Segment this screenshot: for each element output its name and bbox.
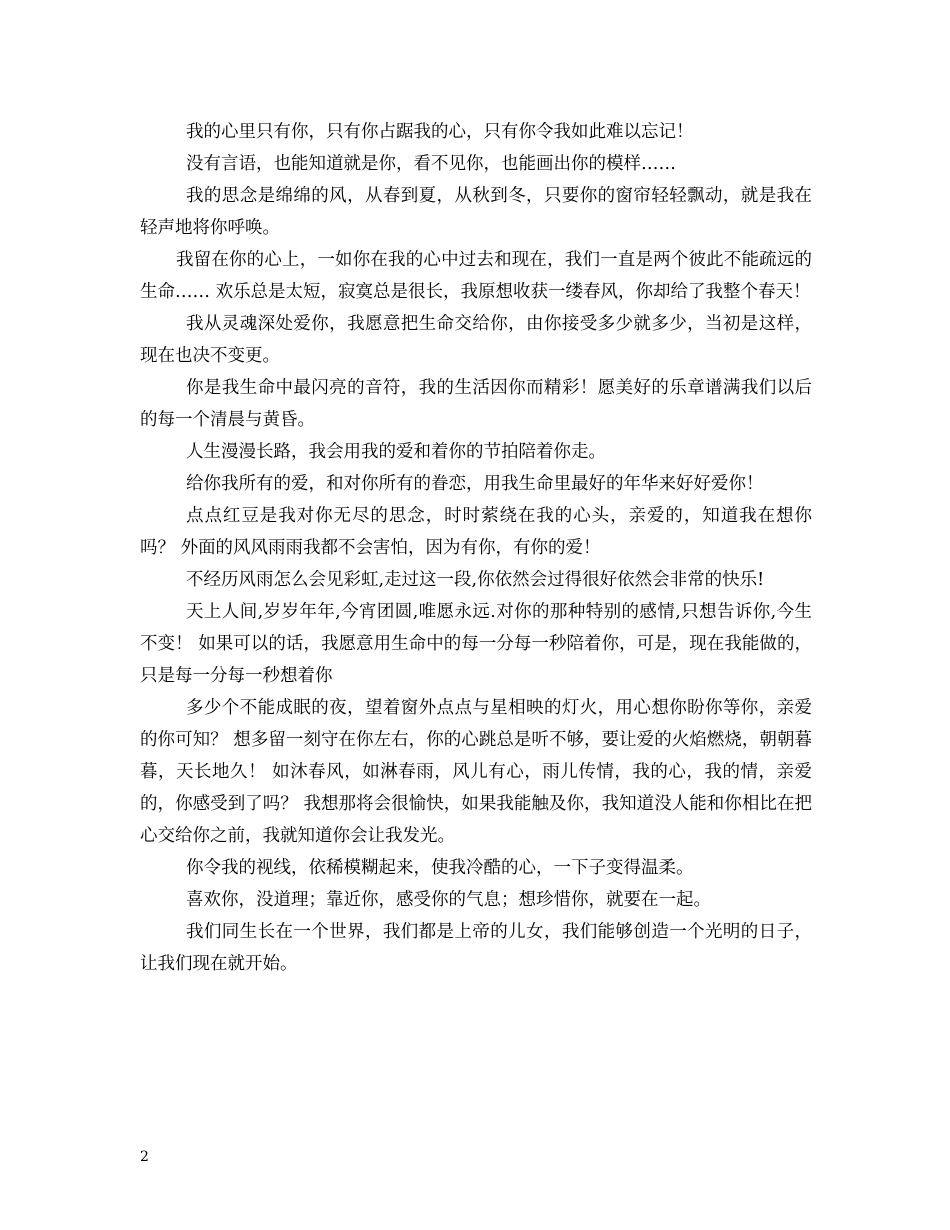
paragraph: 点点红豆是我对你无尽的思念，时时萦绕在我的心头，亲爱的，知道我在想你吗？ 外面的风风雨雨我都不会害怕，因为有你，有你的爱！ (140, 506, 812, 558)
paragraph: 多少个不能成眠的夜，望着窗外点点与星相映的灯火，用心想你盼你等你，亲爱的你可知？ 想多留一刻守在你左右，你的心跳总是听不够，要让爱的火焰燃烧，朝朝暮暮，天长地久！ 如沐春风，如淋春雨，风儿有心，雨儿传情，我的心，我的情，亲爱的，你感受到了吗？ 我想那将会很愉快，如果我能触及你，我知道没人能和你相比在把心交给你之前，我就知道你会让我发光。 (140, 698, 812, 846)
paragraph: 天上人间,岁岁年年,今宵团圆,唯愿永远.对你的那种特别的感情,只想告诉你,今生不变！ 如果可以的话，我愿意用生命中的每一分每一秒陪着你，可是，现在我能做的，只是每一分每一秒想着你 (140, 602, 812, 686)
paragraph: 我留在你的心上，一如你在我的心中过去和现在，我们一直是两个彼此不能疏远的生命…… 欢乐总是太短，寂寞总是很长，我原想收获一缕春风，你却给了我整个春天！ (140, 250, 812, 302)
paragraph: 你令我的视线，依稀模糊起来，使我冷酷的心，一下子变得温柔。 (186, 858, 694, 878)
document-body (140, 116, 812, 980)
paragraph: 我们同生长在一个世界，我们都是上帝的儿女，我们能够创造一个光明的日子，让我们现在就开始。 (140, 922, 812, 974)
page-number: 2 (140, 1149, 149, 1165)
paragraph: 不经历风雨怎么会见彩虹,走过这一段,你依然会过得很好依然会非常的快乐! (186, 570, 765, 590)
paragraph: 给你我所有的爱，和对你所有的眷恋，用我生命里最好的年华来好好爱你！ (186, 474, 764, 494)
paragraph: 我从灵魂深处爱你，我愿意把生命交给你，由你接受多少就多少，当初是这样，现在也决不变更。 (140, 314, 812, 366)
paragraph: 我的思念是绵绵的风，从春到夏，从秋到冬，只要你的窗帘轻轻飘动，就是我在轻声地将你呼唤。 (140, 186, 812, 238)
paragraph: 我的心里只有你，只有你占踞我的心，只有你令我如此难以忘记！ (186, 122, 694, 142)
paragraph: 人生漫漫长路，我会用我的爱和着你的节拍陪着你走。 (186, 442, 606, 462)
paragraph: 喜欢你，没道理；靠近你，感受你的气息；想珍惜你，就要在一起。 (186, 890, 711, 910)
paragraph: 你是我生命中最闪亮的音符，我的生活因你而精彩！愿美好的乐章谱满我们以后的每一个清晨与黄昏。 (140, 378, 812, 430)
paragraph: 没有言语，也能知道就是你，看不见你，也能画出你的模样…… (186, 154, 676, 174)
